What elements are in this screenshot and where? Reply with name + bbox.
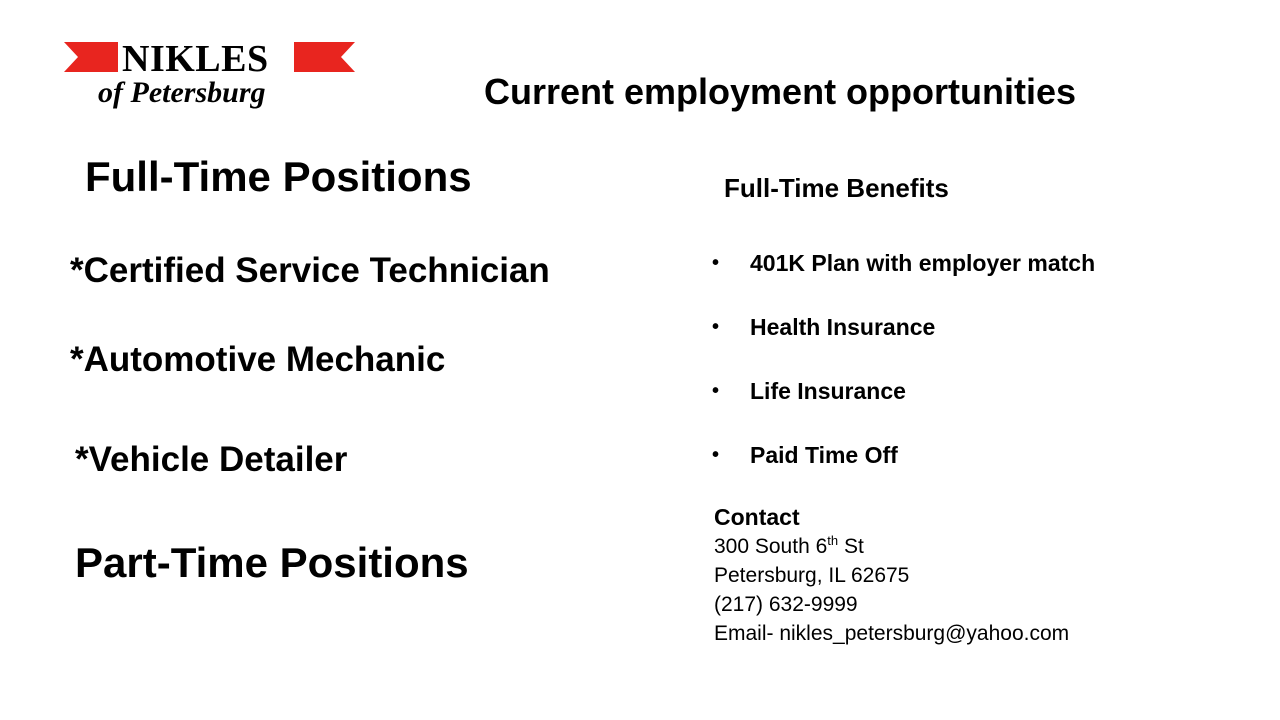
part-time-positions-heading: Part-Time Positions — [75, 539, 469, 586]
position-item: *Vehicle Detailer — [75, 440, 348, 479]
bullet-icon: • — [712, 444, 720, 466]
bullet-icon: • — [712, 316, 720, 338]
bullet-icon: • — [712, 252, 720, 274]
benefits-heading: Full-Time Benefits — [724, 173, 949, 203]
contact-email: Email- nikles_petersburg@yahoo.com — [714, 622, 1070, 645]
contact-street-address — [714, 532, 1069, 561]
company-logo — [62, 38, 357, 116]
contact-block — [714, 503, 1069, 648]
street-number-and-name: 300 South 6 — [714, 535, 828, 558]
contact-heading: Contact — [714, 504, 800, 530]
logo-subtext: of Petersburg — [98, 76, 266, 109]
street-ordinal-suffix: th — [827, 533, 839, 548]
position-item: *Certified Service Technician — [70, 251, 550, 290]
benefit-label: Paid Time Off — [750, 442, 898, 468]
position-item: *Automotive Mechanic — [70, 340, 446, 379]
page-title: Current employment opportunities — [484, 71, 1077, 112]
full-time-positions-heading: Full-Time Positions — [85, 153, 472, 200]
bullet-icon: • — [712, 380, 720, 402]
benefit-label: Health Insurance — [750, 314, 936, 340]
benefit-label: Life Insurance — [750, 378, 906, 404]
benefit-label: 401K Plan with employer match — [750, 250, 1096, 276]
street-type: St — [838, 535, 864, 558]
logo-name-text: NIKLES — [118, 38, 273, 80]
contact-phone: (217) 632-9999 — [714, 593, 858, 616]
contact-city-line: Petersburg, IL 62675 — [714, 564, 910, 587]
